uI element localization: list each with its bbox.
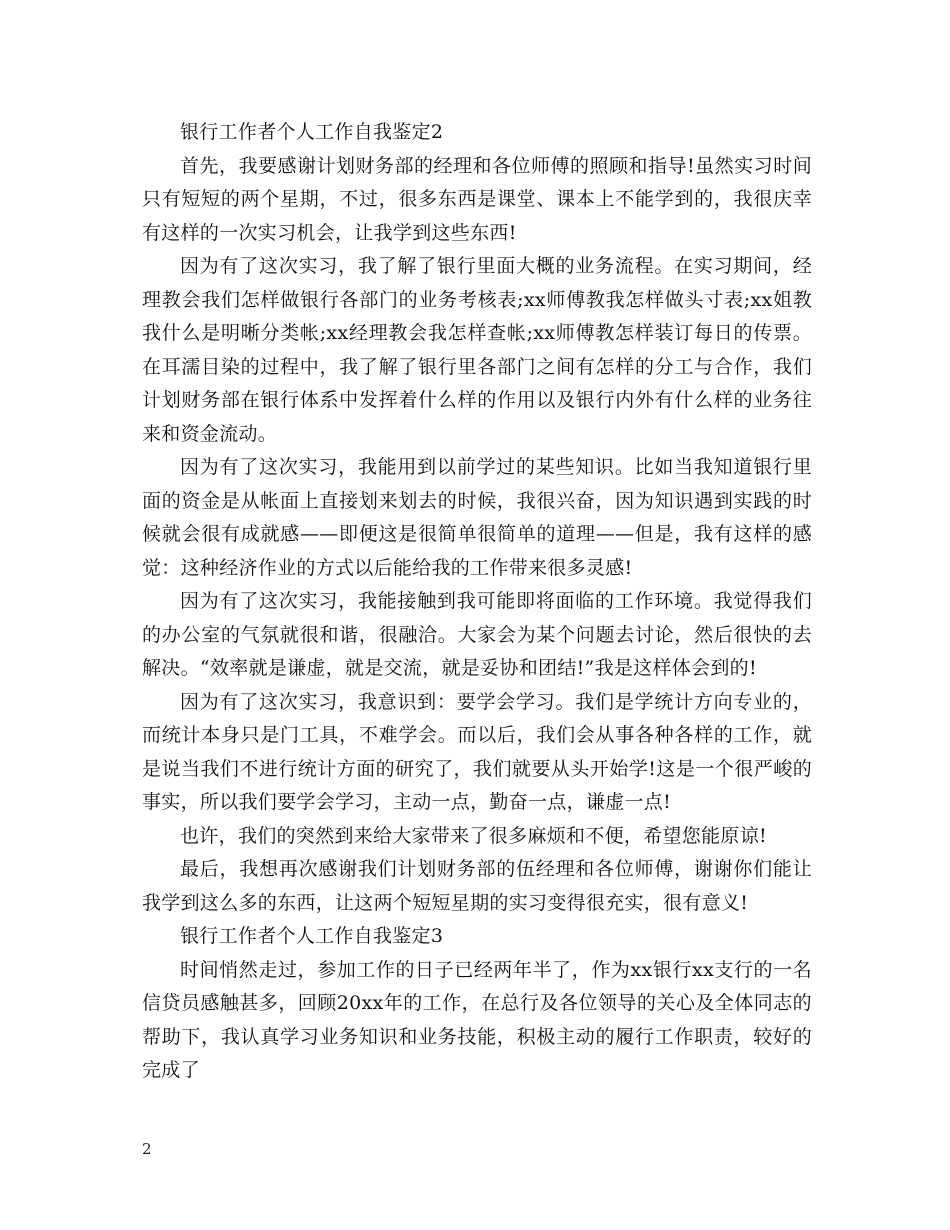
document-body — [142, 116, 812, 1088]
page-number: 2 — [142, 1140, 152, 1158]
section-heading: 银行工作者个人工作自我鉴定3 — [180, 925, 444, 947]
body-paragraph: 因为有了这次实习，我能用到以前学过的某些知识。比如当我知道银行里面的资金是从帐面上直接划来划去的时候，我很兴奋，因为知识遇到实践的时候就会很有成就感——即便这是很简单很简单的道理——但是，我有这样的感觉：这种经济作业的方式以后能给我的工作带来很多灵感! — [142, 456, 812, 579]
body-paragraph: 也许，我们的突然到来给大家带来了很多麻烦和不便，希望您能原谅! — [180, 824, 767, 847]
body-paragraph: 因为有了这次实习，我了解了银行里面大概的业务流程。在实习期间，经理教会我们怎样做银行各部门的业务考核表;xx师傅教我怎样做头寸表;xx姐教我什么是明晰分类帐;xx经理教会我怎样查帐;xx师傅教怎样装订每日的传票。在耳濡目染的过程中，我了解了银行里各部门之间有怎样的分工与合作，我们计划财务部在银行体系中发挥着什么样的作用以及银行内外有什么样的业务往来和资金流动。 — [142, 255, 812, 445]
body-paragraph: 首先，我要感谢计划财务部的经理和各位师傅的照顾和指导!虽然实习时间只有短短的两个星期，不过，很多东西是课堂、课本上不能学到的，我很庆幸有这样的一次实习机会，让我学到这些东西! — [142, 154, 812, 244]
section-heading: 银行工作者个人工作自我鉴定2 — [180, 121, 444, 143]
body-paragraph: 因为有了这次实习，我意识到：要学会学习。我们是学统计方向专业的，而统计本身只是门工具，不难学会。而以后，我们会从事各种各样的工作，就是说当我们不进行统计方面的研究了，我们就要从头开始学!这是一个很严峻的事实，所以我们要学会学习，主动一点，勤奋一点，谦虚一点! — [142, 690, 812, 813]
body-paragraph: 因为有了这次实习，我能接触到我可能即将面临的工作环境。我觉得我们的办公室的气氛就很和谐，很融洽。大家会为某个问题去讨论，然后很快的去解决。“效率就是谦虚，就是交流，就是妥协和团结!”我是这样体会到的! — [142, 590, 812, 679]
body-paragraph: 最后，我想再次感谢我们计划财务部的伍经理和各位师傅，谢谢你们能让我学到这么多的东西，让这两个短短星期的实习变得很充实，很有意义! — [142, 858, 812, 914]
body-paragraph: 时间悄然走过，参加工作的日子已经两年半了，作为xx银行xx支行的一名信贷员感触甚多，回顾20xx年的工作，在总行及各位领导的关心及全体同志的帮助下，我认真学习业务知识和业务技能，积极主动的履行工作职责，较好的完成了 — [142, 958, 812, 1081]
